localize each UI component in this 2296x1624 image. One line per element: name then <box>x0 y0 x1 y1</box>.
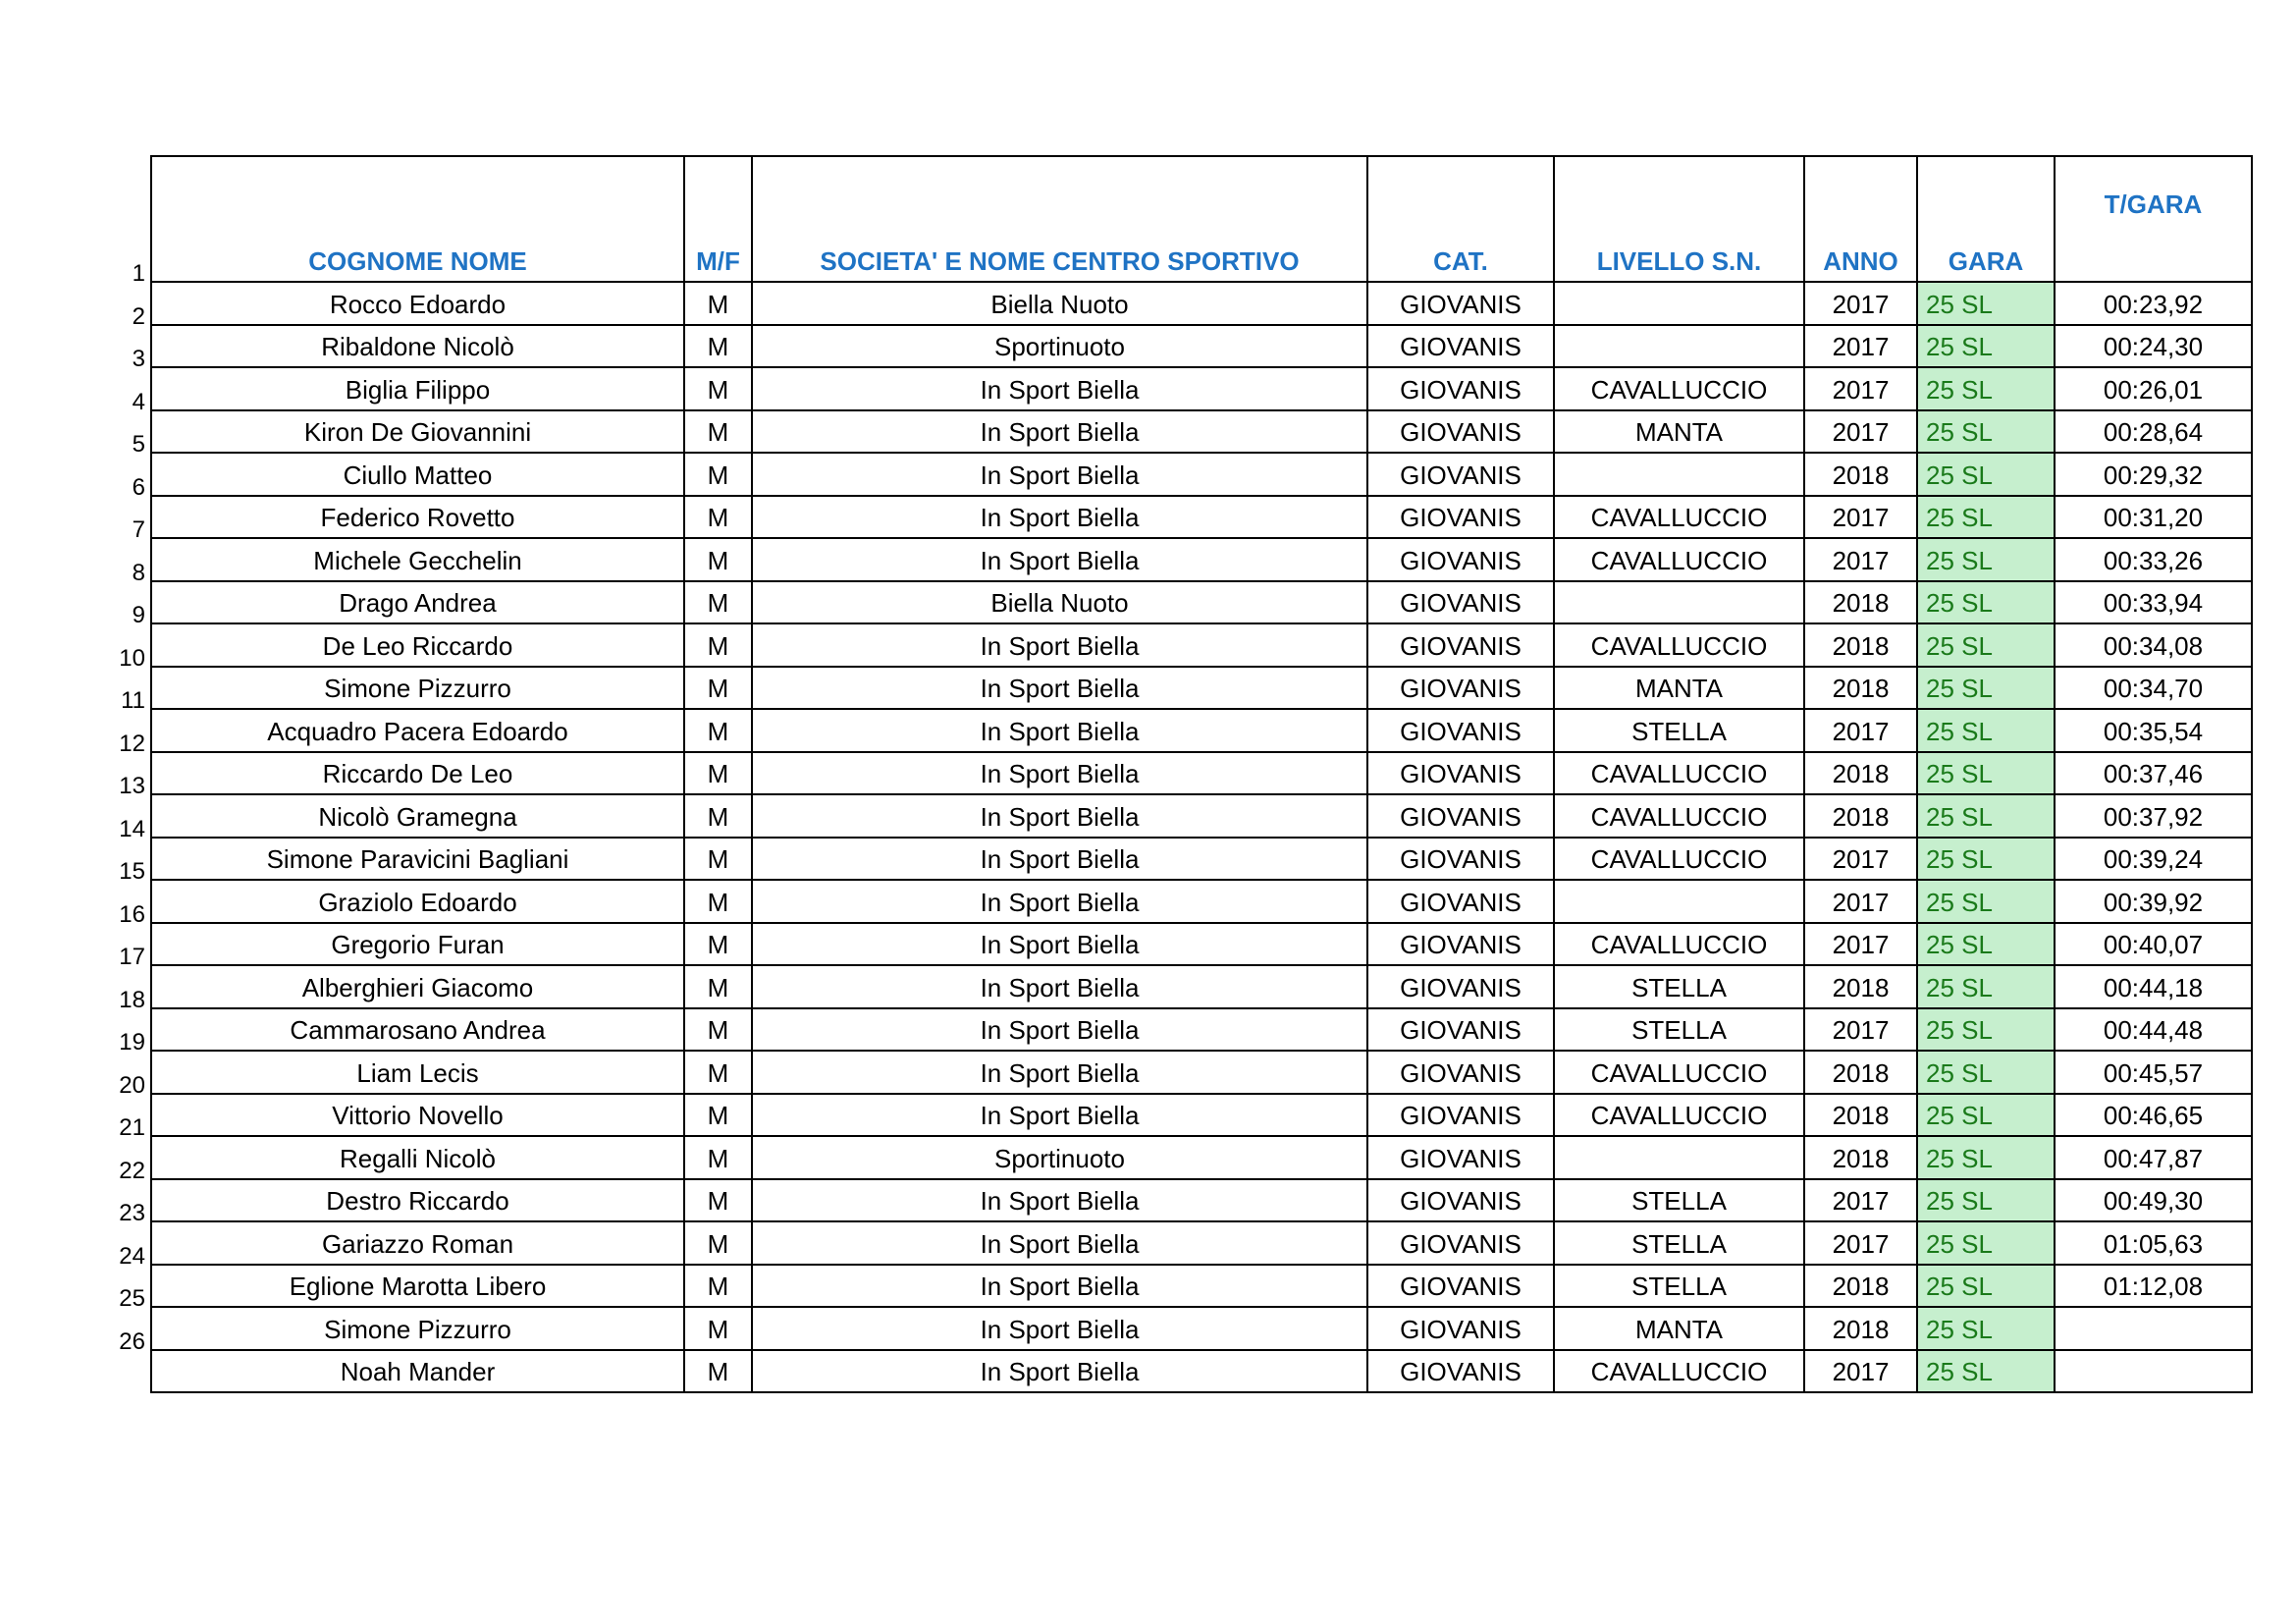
cell-club: Biella Nuoto <box>752 581 1367 624</box>
cell-category: GIOVANIS <box>1367 709 1554 752</box>
table-row <box>151 1350 2252 1393</box>
cell-category: GIOVANIS <box>1367 496 1554 539</box>
cell-year: 2017 <box>1804 1179 1917 1222</box>
cell-level: CAVALLUCCIO <box>1554 752 1804 795</box>
cell-category: GIOVANIS <box>1367 1094 1554 1137</box>
cell-race: 25 SL <box>1917 1136 2055 1179</box>
cell-sex: M <box>684 965 752 1008</box>
cell-race: 25 SL <box>1917 667 2055 710</box>
table-row <box>151 709 2252 752</box>
cell-club: In Sport Biella <box>752 1265 1367 1308</box>
cell-time: 00:47,87 <box>2055 1136 2252 1179</box>
cell-name: Riccardo De Leo <box>151 752 684 795</box>
cell-race: 25 SL <box>1917 1051 2055 1094</box>
cell-category: GIOVANIS <box>1367 538 1554 581</box>
cell-year: 2017 <box>1804 410 1917 454</box>
row-number: 5 <box>132 431 145 458</box>
cell-time: 00:37,92 <box>2055 794 2252 838</box>
row-number: 21 <box>119 1114 145 1141</box>
cell-time <box>2055 1350 2252 1393</box>
header-sex: M/F <box>684 156 752 282</box>
row-number: 24 <box>119 1242 145 1270</box>
cell-level: STELLA <box>1554 709 1804 752</box>
cell-sex: M <box>684 581 752 624</box>
cell-category: GIOVANIS <box>1367 623 1554 667</box>
table-row <box>151 282 2252 325</box>
row-number: 9 <box>132 602 145 628</box>
table-row <box>151 325 2252 368</box>
cell-race: 25 SL <box>1917 1179 2055 1222</box>
cell-level: MANTA <box>1554 1307 1804 1350</box>
table-row <box>151 1136 2252 1179</box>
cell-category: GIOVANIS <box>1367 1350 1554 1393</box>
cell-sex: M <box>684 453 752 496</box>
cell-year: 2018 <box>1804 1094 1917 1137</box>
cell-level <box>1554 453 1804 496</box>
cell-name: Liam Lecis <box>151 1051 684 1094</box>
cell-year: 2018 <box>1804 623 1917 667</box>
row-numbers <box>98 251 145 1362</box>
cell-sex: M <box>684 667 752 710</box>
header-level: LIVELLO S.N. <box>1554 156 1804 282</box>
header-club: SOCIETA' E NOME CENTRO SPORTIVO <box>752 156 1367 282</box>
cell-name: Simone Pizzurro <box>151 667 684 710</box>
cell-level <box>1554 282 1804 325</box>
cell-sex: M <box>684 623 752 667</box>
cell-club: In Sport Biella <box>752 1179 1367 1222</box>
cell-sex: M <box>684 538 752 581</box>
cell-race: 25 SL <box>1917 325 2055 368</box>
cell-name: Ribaldone Nicolò <box>151 325 684 368</box>
cell-level: CAVALLUCCIO <box>1554 367 1804 410</box>
table-row <box>151 794 2252 838</box>
cell-level: STELLA <box>1554 1179 1804 1222</box>
row-number: 6 <box>132 473 145 501</box>
cell-race: 25 SL <box>1917 581 2055 624</box>
cell-category: GIOVANIS <box>1367 367 1554 410</box>
cell-level: CAVALLUCCIO <box>1554 496 1804 539</box>
cell-race: 25 SL <box>1917 496 2055 539</box>
cell-time: 00:23,92 <box>2055 282 2252 325</box>
cell-club: Sportinuoto <box>752 325 1367 368</box>
cell-year: 2018 <box>1804 667 1917 710</box>
cell-race: 25 SL <box>1917 367 2055 410</box>
row-number: 3 <box>132 346 145 372</box>
cell-sex: M <box>684 838 752 881</box>
cell-level: STELLA <box>1554 1221 1804 1265</box>
cell-level: CAVALLUCCIO <box>1554 838 1804 881</box>
cell-sex: M <box>684 1221 752 1265</box>
cell-time: 00:49,30 <box>2055 1179 2252 1222</box>
cell-time: 00:35,54 <box>2055 709 2252 752</box>
cell-category: GIOVANIS <box>1367 880 1554 923</box>
cell-time: 00:34,08 <box>2055 623 2252 667</box>
cell-year: 2017 <box>1804 496 1917 539</box>
cell-level: MANTA <box>1554 410 1804 454</box>
table-row <box>151 1221 2252 1265</box>
cell-time: 00:34,70 <box>2055 667 2252 710</box>
table-row <box>151 923 2252 966</box>
cell-year: 2017 <box>1804 538 1917 581</box>
cell-category: GIOVANIS <box>1367 1307 1554 1350</box>
header-race: GARA <box>1917 156 2055 282</box>
cell-club: In Sport Biella <box>752 1307 1367 1350</box>
cell-sex: M <box>684 880 752 923</box>
row-number: 4 <box>132 388 145 415</box>
cell-level: CAVALLUCCIO <box>1554 923 1804 966</box>
cell-club: In Sport Biella <box>752 880 1367 923</box>
cell-club: In Sport Biella <box>752 410 1367 454</box>
cell-time: 00:45,57 <box>2055 1051 2252 1094</box>
cell-level: MANTA <box>1554 667 1804 710</box>
cell-sex: M <box>684 367 752 410</box>
cell-time: 00:39,92 <box>2055 880 2252 923</box>
cell-year: 2017 <box>1804 923 1917 966</box>
cell-level: CAVALLUCCIO <box>1554 1094 1804 1137</box>
cell-category: GIOVANIS <box>1367 838 1554 881</box>
cell-category: GIOVANIS <box>1367 1179 1554 1222</box>
cell-name: Alberghieri Giacomo <box>151 965 684 1008</box>
cell-category: GIOVANIS <box>1367 965 1554 1008</box>
cell-year: 2018 <box>1804 581 1917 624</box>
cell-club: In Sport Biella <box>752 965 1367 1008</box>
cell-name: Eglione Marotta Libero <box>151 1265 684 1308</box>
cell-time: 00:40,07 <box>2055 923 2252 966</box>
row-number: 8 <box>132 559 145 586</box>
cell-race: 25 SL <box>1917 410 2055 454</box>
cell-race: 25 SL <box>1917 1350 2055 1393</box>
row-number: 20 <box>119 1071 145 1099</box>
row-number: 23 <box>119 1200 145 1226</box>
cell-category: GIOVANIS <box>1367 581 1554 624</box>
table-body <box>151 282 2252 1392</box>
cell-race: 25 SL <box>1917 453 2055 496</box>
cell-time: 00:44,18 <box>2055 965 2252 1008</box>
cell-year: 2017 <box>1804 709 1917 752</box>
cell-year: 2018 <box>1804 453 1917 496</box>
table-row <box>151 581 2252 624</box>
cell-name: Biglia Filippo <box>151 367 684 410</box>
cell-level: CAVALLUCCIO <box>1554 1350 1804 1393</box>
row-number: 25 <box>119 1285 145 1312</box>
row-number: 17 <box>119 944 145 970</box>
cell-sex: M <box>684 709 752 752</box>
cell-race: 25 SL <box>1917 794 2055 838</box>
cell-club: In Sport Biella <box>752 752 1367 795</box>
cell-category: GIOVANIS <box>1367 1265 1554 1308</box>
row-number: 18 <box>119 986 145 1013</box>
cell-sex: M <box>684 1051 752 1094</box>
cell-year: 2017 <box>1804 880 1917 923</box>
table-row <box>151 1008 2252 1052</box>
cell-time: 00:24,30 <box>2055 325 2252 368</box>
cell-category: GIOVANIS <box>1367 794 1554 838</box>
cell-race: 25 SL <box>1917 1008 2055 1052</box>
cell-name: Noah Mander <box>151 1350 684 1393</box>
table-row <box>151 623 2252 667</box>
cell-sex: M <box>684 1350 752 1393</box>
cell-club: In Sport Biella <box>752 1221 1367 1265</box>
cell-club: In Sport Biella <box>752 838 1367 881</box>
cell-sex: M <box>684 1094 752 1137</box>
cell-category: GIOVANIS <box>1367 1221 1554 1265</box>
cell-sex: M <box>684 1179 752 1222</box>
table-header <box>151 156 2252 282</box>
cell-race: 25 SL <box>1917 1265 2055 1308</box>
cell-name: Simone Pizzurro <box>151 1307 684 1350</box>
cell-name: Regalli Nicolò <box>151 1136 684 1179</box>
cell-name: Simone Paravicini Bagliani <box>151 838 684 881</box>
cell-sex: M <box>684 1307 752 1350</box>
row-number: 12 <box>119 730 145 757</box>
cell-level <box>1554 1136 1804 1179</box>
table-row <box>151 410 2252 454</box>
cell-name: Cammarosano Andrea <box>151 1008 684 1052</box>
cell-club: In Sport Biella <box>752 667 1367 710</box>
cell-time: 00:46,65 <box>2055 1094 2252 1137</box>
cell-category: GIOVANIS <box>1367 923 1554 966</box>
cell-name: Michele Gecchelin <box>151 538 684 581</box>
cell-name: Nicolò Gramegna <box>151 794 684 838</box>
cell-race: 25 SL <box>1917 623 2055 667</box>
cell-sex: M <box>684 1136 752 1179</box>
table-row <box>151 838 2252 881</box>
cell-category: GIOVANIS <box>1367 667 1554 710</box>
table-row <box>151 1179 2252 1222</box>
cell-year: 2017 <box>1804 1008 1917 1052</box>
cell-category: GIOVANIS <box>1367 1136 1554 1179</box>
cell-year: 2017 <box>1804 1221 1917 1265</box>
row-number: 26 <box>119 1327 145 1355</box>
cell-category: GIOVANIS <box>1367 410 1554 454</box>
cell-year: 2018 <box>1804 1265 1917 1308</box>
cell-sex: M <box>684 752 752 795</box>
cell-time: 00:33,94 <box>2055 581 2252 624</box>
cell-year: 2018 <box>1804 965 1917 1008</box>
cell-level: CAVALLUCCIO <box>1554 794 1804 838</box>
table-row <box>151 496 2252 539</box>
cell-race: 25 SL <box>1917 880 2055 923</box>
cell-sex: M <box>684 282 752 325</box>
cell-year: 2018 <box>1804 1307 1917 1350</box>
cell-time: 00:26,01 <box>2055 367 2252 410</box>
cell-name: Federico Rovetto <box>151 496 684 539</box>
cell-sex: M <box>684 496 752 539</box>
cell-time: 01:12,08 <box>2055 1265 2252 1308</box>
header-year: ANNO <box>1804 156 1917 282</box>
cell-level <box>1554 581 1804 624</box>
row-number: 10 <box>119 644 145 672</box>
cell-time: 00:28,64 <box>2055 410 2252 454</box>
table-row <box>151 1051 2252 1094</box>
cell-year: 2018 <box>1804 752 1917 795</box>
table-row <box>151 752 2252 795</box>
cell-category: GIOVANIS <box>1367 453 1554 496</box>
cell-name: Drago Andrea <box>151 581 684 624</box>
cell-club: In Sport Biella <box>752 367 1367 410</box>
table-row <box>151 453 2252 496</box>
cell-race: 25 SL <box>1917 923 2055 966</box>
row-number: 13 <box>119 773 145 799</box>
table-row <box>151 880 2252 923</box>
cell-club: In Sport Biella <box>752 923 1367 966</box>
cell-race: 25 SL <box>1917 538 2055 581</box>
cell-time <box>2055 1307 2252 1350</box>
cell-race: 25 SL <box>1917 1094 2055 1137</box>
row-number: 22 <box>119 1157 145 1184</box>
cell-year: 2018 <box>1804 1051 1917 1094</box>
cell-level: CAVALLUCCIO <box>1554 623 1804 667</box>
cell-club: Sportinuoto <box>752 1136 1367 1179</box>
cell-sex: M <box>684 410 752 454</box>
cell-level: CAVALLUCCIO <box>1554 1051 1804 1094</box>
row-number: 1 <box>132 260 145 287</box>
row-number: 19 <box>119 1029 145 1056</box>
cell-level: STELLA <box>1554 1265 1804 1308</box>
row-number: 16 <box>119 900 145 928</box>
results-table <box>150 155 2253 1393</box>
cell-year: 2017 <box>1804 325 1917 368</box>
cell-name: Graziolo Edoardo <box>151 880 684 923</box>
cell-sex: M <box>684 1008 752 1052</box>
cell-name: Kiron De Giovannini <box>151 410 684 454</box>
cell-time: 00:29,32 <box>2055 453 2252 496</box>
cell-level <box>1554 325 1804 368</box>
cell-time: 00:37,46 <box>2055 752 2252 795</box>
row-number: 15 <box>119 858 145 885</box>
cell-category: GIOVANIS <box>1367 1008 1554 1052</box>
cell-name: Destro Riccardo <box>151 1179 684 1222</box>
cell-level: STELLA <box>1554 1008 1804 1052</box>
cell-level: CAVALLUCCIO <box>1554 538 1804 581</box>
cell-race: 25 SL <box>1917 282 2055 325</box>
row-number: 2 <box>132 302 145 330</box>
cell-race: 25 SL <box>1917 752 2055 795</box>
cell-year: 2017 <box>1804 367 1917 410</box>
cell-year: 2018 <box>1804 794 1917 838</box>
table-row <box>151 965 2252 1008</box>
cell-time: 00:39,24 <box>2055 838 2252 881</box>
cell-name: Vittorio Novello <box>151 1094 684 1137</box>
cell-name: Gariazzo Roman <box>151 1221 684 1265</box>
table-row <box>151 367 2252 410</box>
cell-sex: M <box>684 794 752 838</box>
cell-race: 25 SL <box>1917 838 2055 881</box>
row-number: 11 <box>121 687 145 714</box>
table-row <box>151 538 2252 581</box>
row-number: 14 <box>119 815 145 842</box>
cell-club: In Sport Biella <box>752 1008 1367 1052</box>
cell-sex: M <box>684 923 752 966</box>
cell-club: In Sport Biella <box>752 1094 1367 1137</box>
header-time: T/GARA <box>2055 156 2252 282</box>
cell-club: Biella Nuoto <box>752 282 1367 325</box>
cell-race: 25 SL <box>1917 1221 2055 1265</box>
table-row <box>151 667 2252 710</box>
cell-race: 25 SL <box>1917 709 2055 752</box>
header-name: COGNOME NOME <box>151 156 684 282</box>
cell-time: 00:31,20 <box>2055 496 2252 539</box>
cell-category: GIOVANIS <box>1367 1051 1554 1094</box>
cell-name: Gregorio Furan <box>151 923 684 966</box>
cell-time: 00:44,48 <box>2055 1008 2252 1052</box>
table-row <box>151 1307 2252 1350</box>
table-row <box>151 1265 2252 1308</box>
cell-category: GIOVANIS <box>1367 282 1554 325</box>
cell-time: 00:33,26 <box>2055 538 2252 581</box>
cell-level: STELLA <box>1554 965 1804 1008</box>
cell-club: In Sport Biella <box>752 538 1367 581</box>
cell-club: In Sport Biella <box>752 794 1367 838</box>
cell-club: In Sport Biella <box>752 496 1367 539</box>
cell-level <box>1554 880 1804 923</box>
cell-category: GIOVANIS <box>1367 325 1554 368</box>
cell-club: In Sport Biella <box>752 709 1367 752</box>
cell-race: 25 SL <box>1917 1307 2055 1350</box>
cell-time: 01:05,63 <box>2055 1221 2252 1265</box>
cell-club: In Sport Biella <box>752 453 1367 496</box>
cell-year: 2017 <box>1804 1350 1917 1393</box>
cell-year: 2017 <box>1804 282 1917 325</box>
cell-year: 2017 <box>1804 838 1917 881</box>
cell-year: 2018 <box>1804 1136 1917 1179</box>
cell-name: De Leo Riccardo <box>151 623 684 667</box>
cell-name: Acquadro Pacera Edoardo <box>151 709 684 752</box>
cell-club: In Sport Biella <box>752 1051 1367 1094</box>
cell-club: In Sport Biella <box>752 1350 1367 1393</box>
row-number: 7 <box>132 516 145 543</box>
cell-club: In Sport Biella <box>752 623 1367 667</box>
cell-sex: M <box>684 325 752 368</box>
table-row <box>151 1094 2252 1137</box>
cell-name: Ciullo Matteo <box>151 453 684 496</box>
cell-category: GIOVANIS <box>1367 752 1554 795</box>
cell-race: 25 SL <box>1917 965 2055 1008</box>
header-category: CAT. <box>1367 156 1554 282</box>
cell-sex: M <box>684 1265 752 1308</box>
cell-name: Rocco Edoardo <box>151 282 684 325</box>
